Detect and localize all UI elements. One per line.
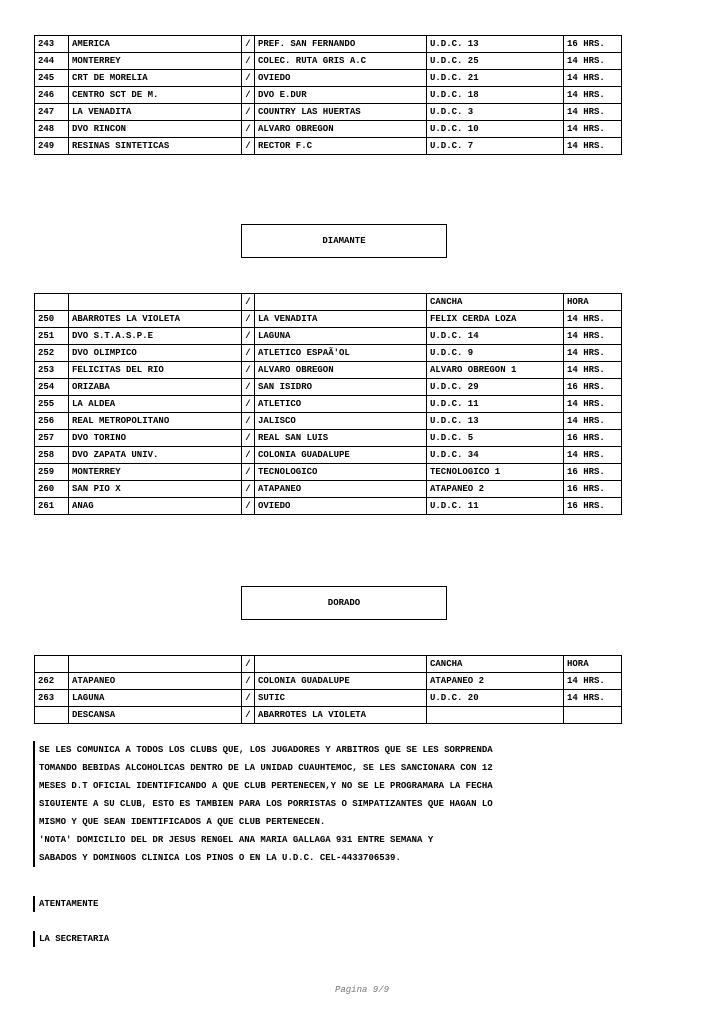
cell-sep: /: [242, 121, 255, 138]
cell-away: ALVARO OBREGON: [255, 121, 427, 138]
cell-away: DVO E.DUR: [255, 87, 427, 104]
cell-time: 16 HRS.: [564, 464, 622, 481]
cell-home: MONTERREY: [69, 53, 242, 70]
cell-away: ALVARO OBREGON: [255, 362, 427, 379]
cell-sep: /: [242, 707, 255, 724]
table-row: [35, 328, 622, 345]
cell-num: 247: [35, 104, 69, 121]
cell-home: LAGUNA: [69, 690, 242, 707]
cell-home: LA VENADITA: [69, 104, 242, 121]
cell-time: 14 HRS.: [564, 413, 622, 430]
cell-home: ORIZABA: [69, 379, 242, 396]
table-row: [35, 311, 622, 328]
table-row: [35, 36, 622, 53]
cell-sep: /: [242, 87, 255, 104]
cell-time: 14 HRS.: [564, 121, 622, 138]
schedule-table-dorado: [34, 655, 622, 724]
cell-away: REAL SAN LUIS: [255, 430, 427, 447]
cell-time: 16 HRS.: [564, 498, 622, 515]
cell-sep: /: [242, 345, 255, 362]
cell-num: 248: [35, 121, 69, 138]
cell-field: U.D.C. 29: [427, 379, 564, 396]
cell-num: 259: [35, 464, 69, 481]
cell-field: U.D.C. 13: [427, 36, 564, 53]
cell-num: [35, 656, 69, 673]
cell-home: DVO S.T.A.S.P.E: [69, 328, 242, 345]
cell-home: SAN PIO X: [69, 481, 242, 498]
cell-away: [255, 294, 427, 311]
cell-home: MONTERREY: [69, 464, 242, 481]
cell-time: 14 HRS.: [564, 70, 622, 87]
cell-field: U.D.C. 11: [427, 396, 564, 413]
cell-sep: /: [242, 481, 255, 498]
table-row: [35, 464, 622, 481]
cell-sep: /: [242, 53, 255, 70]
cell-away: COLONIA GUADALUPE: [255, 673, 427, 690]
table-header-row: [35, 656, 622, 673]
closing-text: ATENTAMENTE: [33, 896, 98, 912]
cell-num: 255: [35, 396, 69, 413]
cell-away: TECNOLOGICO: [255, 464, 427, 481]
cell-away: SAN ISIDRO: [255, 379, 427, 396]
cell-sep: /: [242, 690, 255, 707]
table-row: [35, 430, 622, 447]
cell-home: RESINAS SINTETICAS: [69, 138, 242, 155]
cell-num: 262: [35, 673, 69, 690]
cell-home: DVO RINCON: [69, 121, 242, 138]
table-row: [35, 104, 622, 121]
cell-time: 14 HRS.: [564, 328, 622, 345]
cell-num: 245: [35, 70, 69, 87]
notice-line: SIGUIENTE A SU CLUB, ESTO ES TAMBIEN PARA LOS PORRISTAS O SIMPATIZANTES QUE HAGAN LO: [33, 795, 623, 813]
cell-time: 14 HRS.: [564, 53, 622, 70]
table-row: [35, 498, 622, 515]
cell-home: [69, 294, 242, 311]
cell-sep: /: [242, 673, 255, 690]
cell-sep: /: [242, 447, 255, 464]
cell-time: 14 HRS.: [564, 447, 622, 464]
cell-field: U.D.C. 34: [427, 447, 564, 464]
cell-away: COLONIA GUADALUPE: [255, 447, 427, 464]
cell-num: 252: [35, 345, 69, 362]
table-row: [35, 413, 622, 430]
cell-home: AMERICA: [69, 36, 242, 53]
table-header-row: [35, 294, 622, 311]
cell-field: U.D.C. 21: [427, 70, 564, 87]
cell-sep: /: [242, 464, 255, 481]
cell-away: LAGUNA: [255, 328, 427, 345]
cell-home: DVO TORINO: [69, 430, 242, 447]
cell-sep: /: [242, 311, 255, 328]
cell-sep: /: [242, 104, 255, 121]
notice-block: [33, 741, 623, 867]
cell-time: 14 HRS.: [564, 311, 622, 328]
notice-line: MISMO Y QUE SEAN IDENTIFICADOS A QUE CLUB PERTENECEN.: [33, 813, 623, 831]
cell-sep: /: [242, 294, 255, 311]
cell-home: CRT DE MORELIA: [69, 70, 242, 87]
cell-away: ATLETICO: [255, 396, 427, 413]
cell-away: [255, 656, 427, 673]
cell-num: 253: [35, 362, 69, 379]
cell-sep: /: [242, 656, 255, 673]
cell-field: U.D.C. 5: [427, 430, 564, 447]
cell-field: ALVARO OBREGON 1: [427, 362, 564, 379]
cell-num: 256: [35, 413, 69, 430]
cell-time: 16 HRS.: [564, 379, 622, 396]
cell-sep: /: [242, 362, 255, 379]
table-row: [35, 345, 622, 362]
cell-home: ANAG: [69, 498, 242, 515]
notice-line: MESES D.T OFICIAL IDENTIFICANDO A QUE CLUB PERTENECEN,Y NO SE LE PROGRAMARA LA FECHA: [33, 777, 623, 795]
page-number: Pagina 9/9: [334, 985, 389, 995]
cell-num: 249: [35, 138, 69, 155]
cell-sep: /: [242, 498, 255, 515]
cell-field: U.D.C. 13: [427, 413, 564, 430]
cell-field: U.D.C. 9: [427, 345, 564, 362]
cell-field: U.D.C. 11: [427, 498, 564, 515]
cell-num: 244: [35, 53, 69, 70]
cell-field: TECNOLOGICO 1: [427, 464, 564, 481]
cell-home: DESCANSA: [69, 707, 242, 724]
cell-field: CANCHA: [427, 294, 564, 311]
cell-home: ATAPANEO: [69, 673, 242, 690]
cell-num: 260: [35, 481, 69, 498]
cell-home: FELICITAS DEL RIO: [69, 362, 242, 379]
cell-time: 16 HRS.: [564, 481, 622, 498]
cell-away: SUTIC: [255, 690, 427, 707]
cell-home: LA ALDEA: [69, 396, 242, 413]
schedule-table-top: [34, 35, 622, 155]
notice-line: 'NOTA' DOMICILIO DEL DR JESUS RENGEL ANA MARIA GALLAGA 931 ENTRE SEMANA Y: [33, 831, 623, 849]
cell-time: 14 HRS.: [564, 690, 622, 707]
notice-line: SE LES COMUNICA A TODOS LOS CLUBS QUE, LOS JUGADORES Y ARBITROS QUE SE LES SORPRENDA: [33, 741, 623, 759]
cell-field: U.D.C. 18: [427, 87, 564, 104]
cell-num: 250: [35, 311, 69, 328]
cell-away: ATAPANEO: [255, 481, 427, 498]
cell-field: ATAPANEO 2: [427, 481, 564, 498]
cell-field: [427, 707, 564, 724]
cell-time: 14 HRS.: [564, 87, 622, 104]
cell-sep: /: [242, 36, 255, 53]
cell-home: DVO ZAPATA UNIV.: [69, 447, 242, 464]
section-title-diamante: DIAMANTE: [241, 224, 447, 258]
cell-sep: /: [242, 396, 255, 413]
notice-line: TOMANDO BEBIDAS ALCOHOLICAS DENTRO DE LA UNIDAD CUAUHTEMOC, SE LES SANCIONARA CON 12: [33, 759, 623, 777]
cell-time: 14 HRS.: [564, 345, 622, 362]
cell-away: COLEC. RUTA GRIS A.C: [255, 53, 427, 70]
table-row: [35, 447, 622, 464]
cell-num: 261: [35, 498, 69, 515]
cell-num: 251: [35, 328, 69, 345]
table-row: [35, 481, 622, 498]
cell-field: U.D.C. 7: [427, 138, 564, 155]
table-row: [35, 70, 622, 87]
cell-away: LA VENADITA: [255, 311, 427, 328]
cell-field: ATAPANEO 2: [427, 673, 564, 690]
cell-time: 16 HRS.: [564, 430, 622, 447]
cell-num: 243: [35, 36, 69, 53]
cell-time: 14 HRS.: [564, 138, 622, 155]
cell-time: 14 HRS.: [564, 396, 622, 413]
cell-field: U.D.C. 3: [427, 104, 564, 121]
cell-field: FELIX CERDA LOZA: [427, 311, 564, 328]
cell-sep: /: [242, 328, 255, 345]
cell-away: OVIEDO: [255, 70, 427, 87]
cell-num: 254: [35, 379, 69, 396]
cell-field: U.D.C. 25: [427, 53, 564, 70]
cell-num: [35, 294, 69, 311]
cell-time: HORA: [564, 294, 622, 311]
table-row: [35, 87, 622, 104]
cell-home: ABARROTES LA VIOLETA: [69, 311, 242, 328]
cell-time: 14 HRS.: [564, 673, 622, 690]
cell-home: REAL METROPOLITANO: [69, 413, 242, 430]
cell-sep: /: [242, 70, 255, 87]
cell-home: DVO OLIMPICO: [69, 345, 242, 362]
table-row: [35, 138, 622, 155]
cell-sep: /: [242, 413, 255, 430]
table-row: [35, 53, 622, 70]
cell-home: [69, 656, 242, 673]
cell-num: [35, 707, 69, 724]
cell-away: ABARROTES LA VIOLETA: [255, 707, 427, 724]
cell-time: 14 HRS.: [564, 362, 622, 379]
signatory-role: LA SECRETARIA: [33, 931, 109, 947]
cell-sep: /: [242, 430, 255, 447]
cell-num: 263: [35, 690, 69, 707]
cell-away: PREF. SAN FERNANDO: [255, 36, 427, 53]
cell-away: ATLETICO ESPAÃ'OL: [255, 345, 427, 362]
cell-field: U.D.C. 20: [427, 690, 564, 707]
table-row: [35, 673, 622, 690]
cell-time: [564, 707, 622, 724]
cell-time: HORA: [564, 656, 622, 673]
table-row: [35, 362, 622, 379]
cell-num: 258: [35, 447, 69, 464]
table-row: [35, 121, 622, 138]
cell-field: U.D.C. 14: [427, 328, 564, 345]
cell-num: 257: [35, 430, 69, 447]
table-row: [35, 707, 622, 724]
cell-sep: /: [242, 138, 255, 155]
cell-away: OVIEDO: [255, 498, 427, 515]
notice-line: SABADOS Y DOMINGOS CLINICA LOS PINOS O EN LA U.D.C. CEL-4433706539.: [33, 849, 623, 867]
table-row: [35, 396, 622, 413]
cell-away: RECTOR F.C: [255, 138, 427, 155]
cell-num: 246: [35, 87, 69, 104]
schedule-table-diamante: [34, 293, 622, 515]
cell-field: U.D.C. 10: [427, 121, 564, 138]
cell-field: CANCHA: [427, 656, 564, 673]
cell-away: JALISCO: [255, 413, 427, 430]
cell-time: 16 HRS.: [564, 36, 622, 53]
cell-sep: /: [242, 379, 255, 396]
cell-away: COUNTRY LAS HUERTAS: [255, 104, 427, 121]
table-row: [35, 379, 622, 396]
cell-time: 14 HRS.: [564, 104, 622, 121]
section-title-dorado: DORADO: [241, 586, 447, 620]
table-row: [35, 690, 622, 707]
cell-home: CENTRO SCT DE M.: [69, 87, 242, 104]
